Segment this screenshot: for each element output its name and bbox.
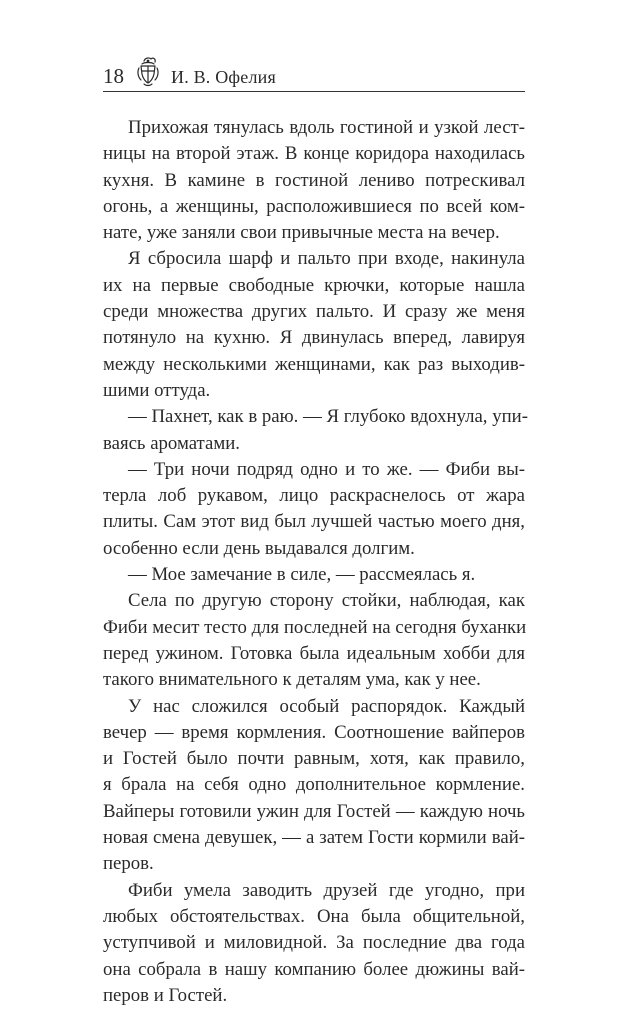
- text-line: новая смена девушек, — а затем Гости кормили вай-: [103, 827, 525, 849]
- text-line: Фиби месит тесто для последней на сегодня буханки: [103, 616, 527, 638]
- paragraph: [103, 694, 525, 878]
- text-line: плиты. Сам этот вид был лучшей частью моего дня,: [103, 511, 525, 533]
- text-line: нате, уже заняли свои привычные места на вечер.: [103, 222, 500, 244]
- text-line: перов и Гостей.: [103, 984, 228, 1006]
- paragraph: [103, 588, 525, 693]
- text-line: перов.: [103, 853, 154, 875]
- text-line: уступчивой и миловидной. За последние два года: [103, 932, 525, 954]
- text-line: Прихожая тянулась вдоль гостиной и узкой лест-: [128, 117, 525, 138]
- text-line: — Три ночи подряд одно и то же. — Фиби вы-: [128, 458, 525, 480]
- body-text: [103, 115, 528, 1009]
- text-line: Я сбросила шарф и пальто при входе, накинула: [128, 248, 525, 270]
- page-number: 18: [103, 64, 124, 88]
- text-line: ваясь ароматами.: [103, 432, 240, 454]
- heraldic-crest-icon: [135, 56, 161, 88]
- text-line: — Пахнет, как в раю. — Я глубоко вдохнула, упи-: [128, 406, 528, 428]
- paragraph: [103, 115, 525, 246]
- text-line: и Гостей было почти равным, хотя, как правило,: [103, 748, 525, 770]
- text-line: особенно если день выдавался долгим.: [103, 537, 415, 559]
- text-line: их на первые свободные крючки, которые нашла: [103, 274, 525, 296]
- text-line: любых обстоятельствах. Она была общительной,: [103, 905, 525, 927]
- text-line: она собрала в нашу компанию более дюжины вай-: [103, 958, 525, 980]
- paragraph: [103, 457, 525, 562]
- text-line: перед ужином. Готовка была идеальным хобби для: [103, 642, 525, 664]
- running-header: [103, 56, 525, 92]
- text-line: Вайперы готовили ужин для Гостей — каждую ночь: [103, 800, 525, 822]
- text-line: У нас сложился особый распорядок. Каждый: [128, 695, 525, 717]
- text-line: между несколькими женщинами, как раз выходив-: [103, 353, 525, 375]
- header-rule: [103, 91, 525, 92]
- running-title-author: И. В. Офелия: [171, 67, 276, 87]
- text-line: шими оттуда.: [103, 379, 211, 401]
- text-line: вечер — время кормления. Соотношение вайперов: [103, 721, 525, 743]
- paragraph: [103, 246, 525, 404]
- text-line: такого внимательного к деталям ума, как у нее.: [103, 669, 481, 691]
- text-line: Фиби умела заводить друзей где угодно, при: [128, 879, 525, 901]
- paragraph: [103, 562, 525, 588]
- paragraph: [103, 878, 525, 1009]
- text-line: кухня. В камине в гостиной лениво потрескивал: [103, 169, 525, 191]
- text-line: ницы на второй этаж. В конце коридора находилась: [103, 143, 525, 165]
- text-line: терла лоб рукавом, лицо раскраснелось от жара: [103, 485, 525, 507]
- text-line: я брала на себя одно дополнительное кормление.: [103, 774, 525, 796]
- text-line: — Мое замечание в силе, — рассмеялась я.: [128, 564, 476, 586]
- text-line: среди множества других пальто. И сразу же меня: [103, 301, 525, 323]
- text-line: огонь, а женщины, расположившиеся по всей ком-: [103, 195, 525, 217]
- paragraph: [103, 404, 528, 457]
- text-line: потянуло на кухню. Я двинулась вперед, лавируя: [103, 327, 525, 349]
- text-line: Села по другую сторону стойки, наблюдая, как: [128, 590, 525, 612]
